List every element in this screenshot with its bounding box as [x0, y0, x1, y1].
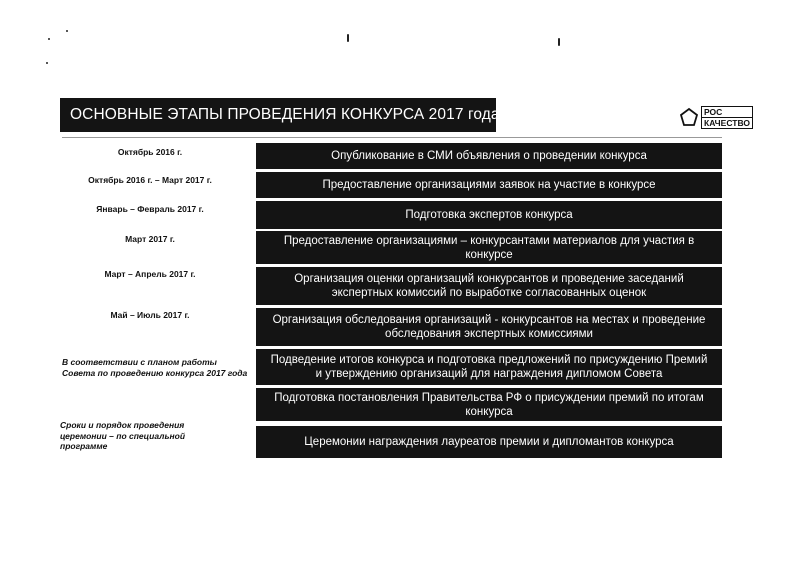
roskachestvo-logo: [679, 106, 755, 128]
stage-bar: Предоставление организациями – конкурсантами материалов для участия в конкурсе: [256, 231, 722, 264]
stage-period: Октябрь 2016 г.: [117, 147, 183, 157]
scan-speck: [48, 38, 50, 40]
pentagon-logo-icon: [679, 107, 699, 127]
scan-speck: [558, 38, 560, 46]
stage-period: Март 2017 г.: [125, 234, 175, 244]
stage-period: Октябрь 2016 г. – Март 2017 г.: [88, 175, 212, 185]
stage-period: Январь – Февраль 2017 г.: [96, 204, 204, 214]
stage-bar: Предоставление организациями заявок на участие в конкурсе: [256, 172, 722, 198]
scan-speck: [46, 62, 48, 64]
divider: [62, 137, 722, 138]
stage-bar: Опубликование в СМИ объявления о проведении конкурса: [256, 143, 722, 169]
stage-bar: Подготовка постановления Правительства РФ о присуждении премий по итогам конкурса: [256, 388, 722, 421]
slide-title: ОСНОВНЫЕ ЭТАПЫ ПРОВЕДЕНИЯ КОНКУРСА 2017 года: [60, 98, 496, 132]
logo-line-1: РОС: [702, 107, 752, 118]
ceremony-note: Сроки и порядок проведения церемонии – по специальной программе: [60, 420, 186, 451]
stage-period: Май – Июль 2017 г.: [110, 310, 190, 320]
stage-bar: Подготовка экспертов конкурса: [256, 201, 722, 229]
scan-speck: [347, 34, 349, 42]
stage-bar: Церемонии награждения лауреатов премии и дипломантов конкурса: [256, 426, 722, 458]
stage-bar: Организация оценки организаций конкурсантов и проведение заседаний экспертных комиссий по выработке согласованных оценок: [256, 267, 722, 305]
logo-line-2: КАЧЕСТВО: [704, 117, 750, 128]
stage-period: Март – Апрель 2017 г.: [104, 269, 196, 279]
scan-speck: [66, 30, 68, 32]
council-note: В соответствии с планом работы Совета по проведению конкурса 2017 года: [62, 357, 248, 378]
stage-bar: Подведение итогов конкурса и подготовка предложений по присуждению Премий и утверждению организаций для награждения дипломом Совета: [256, 349, 722, 385]
stage-bar: Организация обследования организаций - конкурсантов на местах и проведение обследования экспертных комиссиями: [256, 308, 722, 346]
